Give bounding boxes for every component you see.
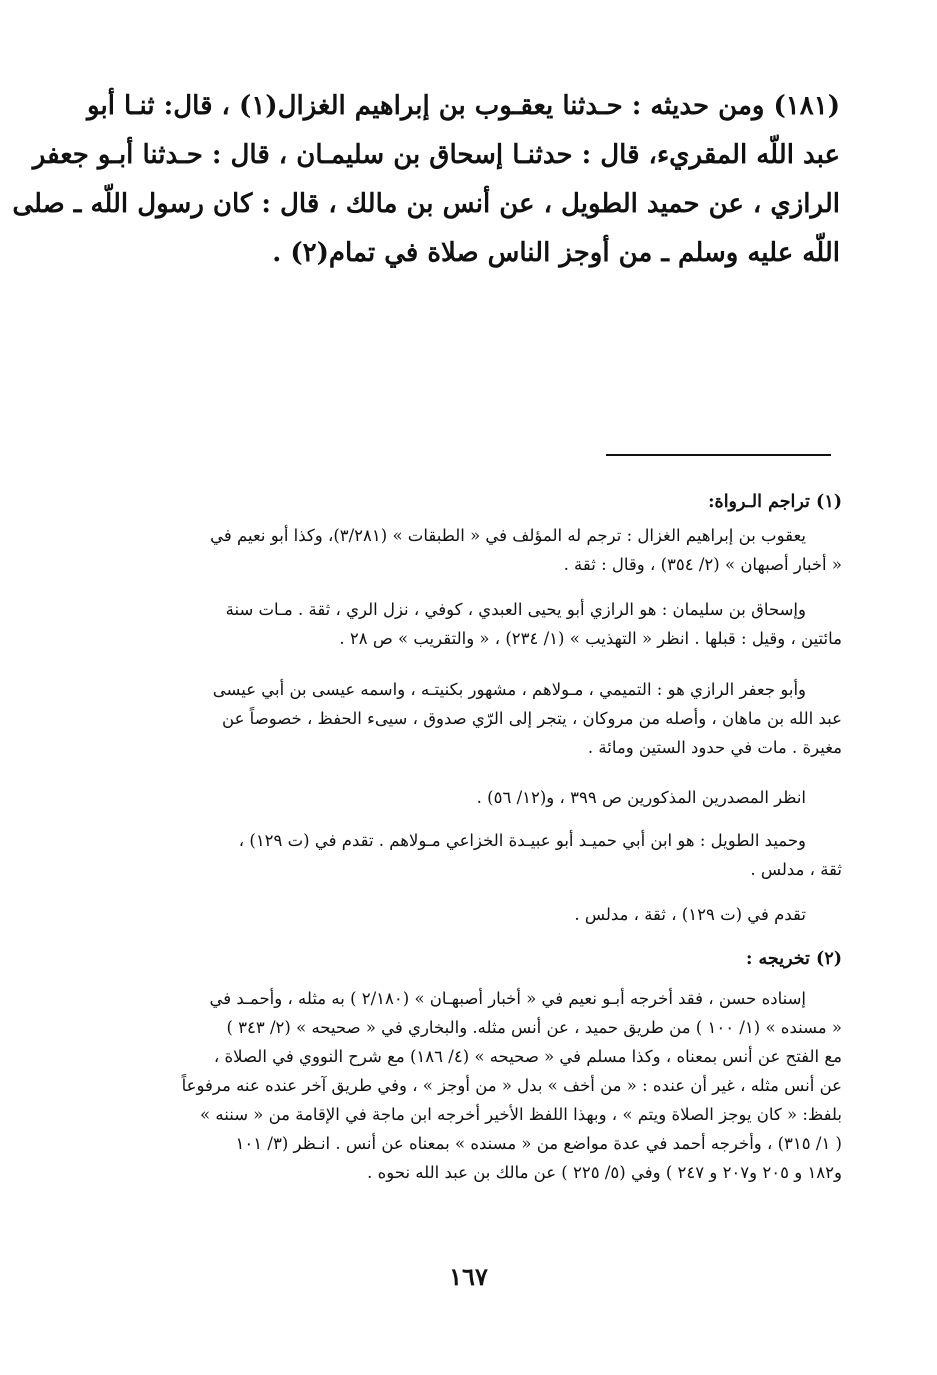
footnote-2	[100, 945, 842, 974]
footnote-line: تقدم في (ت ١٢٩) ، ثقة ، مدلس .	[574, 905, 806, 924]
page-number: ١٦٧	[449, 1262, 488, 1291]
footnote-paragraph	[100, 826, 842, 884]
footnote-line: يعقوب بن إبراهيم الغزال : ترجم له المؤلف في « الطبقات » (٣/٢٨١)، وكذا أبو نعيم في	[210, 526, 806, 545]
hadith-line: (١٨١) ومن حديثه : حـدثنا يعقـوب بن إبراهيم الغزال(١) ، قال: ثنـا أبو	[87, 91, 840, 121]
footnote-paragraph	[100, 900, 842, 929]
footnote-heading: (٢) تخريجه :	[746, 949, 842, 969]
footnote-line: إسناده حسن ، فقد أخرجه أبـو نعيم في « أخبار أصبهـان » (٢/١٨٠ ) به مثله ، وأحمـد في	[209, 989, 806, 1008]
footnote-line: « مسنده » (١/ ١٠٠ ) من طريق حميد ، عن أنس مثله. والبخاري في « صحيحه » (٢/ ٣٤٣ )	[226, 1018, 842, 1037]
footnote-line: مغيرة . مات في حدود الستين ومائة .	[587, 738, 842, 757]
footnote-line: انظر المصدرين المذكورين ص ٣٩٩ ، و(١٢/ ٥٦) .	[476, 788, 806, 807]
footnote-line: وأبو جعفر الرازي هو : التميمي ، مـولاهم ، مشهور بكنيتـه ، واسمه عيسى بن أبي عيسى	[212, 680, 806, 699]
footnote-paragraph	[100, 984, 842, 1187]
footnote-line: « أخبار أصبهان » (٢/ ٣٥٤) ، وقال : ثقة .	[563, 555, 842, 574]
footnote-line: ثقة ، مدلس .	[750, 860, 842, 879]
footnote-1	[100, 488, 842, 517]
hadith-line: اللّه عليه وسلم ـ من أوجز الناس صلاة في تمام(٢) .	[272, 238, 840, 268]
footnote-line: مع الفتح عن أنس بمعناه ، وكذا مسلم في « صحيحه » (٤/ ١٨٦) مع شرح النووي في الصلاة ،	[213, 1047, 842, 1066]
hadith-line: الرازي ، عن حميد الطويل ، عن أنس بن مالك ، قال : كان رسول اللّه ـ صلى	[12, 189, 840, 219]
footnote-heading: (١) تراجم الـرواة:	[708, 492, 842, 512]
footnote-line: عبد الله بن ماهان ، وأصله من مروكان ، يتجر إلى الرّي صدوق ، سيىء الحفظ ، خصوصاً عن	[222, 709, 842, 728]
footnote-paragraph	[100, 783, 842, 812]
footnote-line: وإسحاق بن سليمان : هو الرازي أبو يحيى العبدي ، كوفي ، نزل الري ، ثقة . مـات سنة	[225, 600, 806, 619]
footnote-separator	[606, 454, 831, 456]
footnote-line: ( ١/ ٣١٥) ، وأخرجه أحمد في عدة مواضع من « مسنده » بمعناه عن أنس . انـظر (٣/ ١٠١	[235, 1134, 842, 1153]
footnote-paragraph	[100, 675, 842, 762]
hadith-line: عبد اللّه المقريء، قال : حدثنـا إسحاق بن سليمـان ، قال : حـدثنا أبـو جعفر	[32, 140, 840, 170]
footnote-line: و١٨٢ و ٢٠٥ و٢٠٧ و ٢٤٧ ) وفي (٥/ ٢٢٥ ) عن مالك بن عبد الله نحوه .	[367, 1163, 842, 1182]
footnote-paragraph	[100, 521, 842, 579]
footnote-line: مائتين ، وقيل : قبلها . انظر « التهذيب » (١/ ٢٣٤) ، « والتقريب » ص ٢٨ .	[339, 629, 842, 648]
footnote-line: بلفظ: « كان يوجز الصلاة ويتم » ، وبهذا اللفظ الأخير أخرجه ابن ماجة في الإقامة من « سننه »	[200, 1105, 842, 1124]
footnote-line: عن أنس مثله ، غير أن عنده : « من أخف » بدل « من أوجز » ، وفي طريق آخر عنده عنه مرفوعاً	[181, 1076, 842, 1095]
hadith-text	[12, 82, 840, 278]
footnote-paragraph	[100, 595, 842, 653]
footnote-line: وحميد الطويل : هو ابن أبي حميـد أبو عبيـدة الخزاعي مـولاهم . تقدم في (ت ١٢٩) ،	[238, 831, 806, 850]
